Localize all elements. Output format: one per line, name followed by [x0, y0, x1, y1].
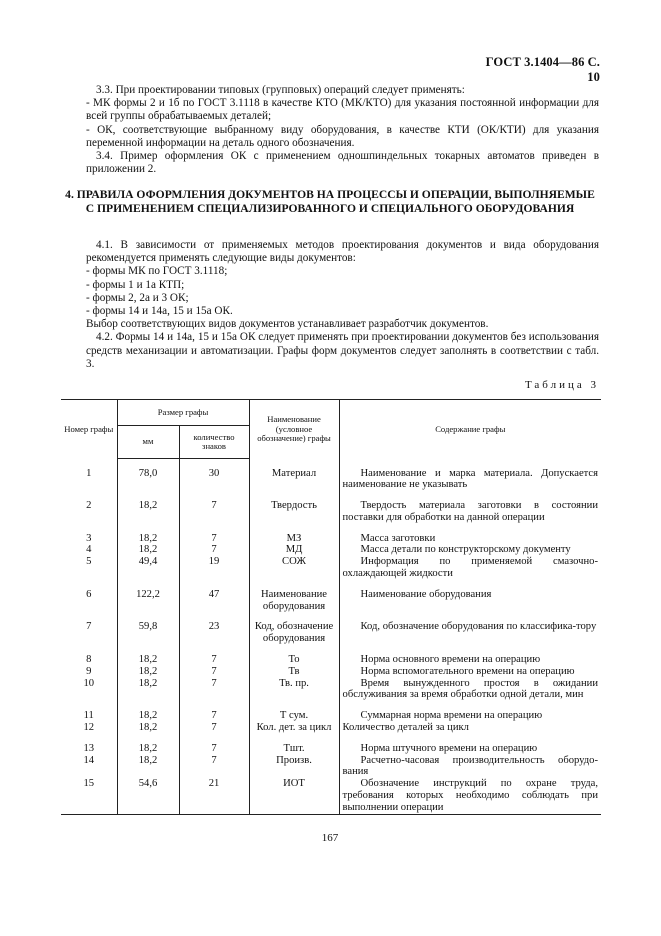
- spacer-cell: [117, 612, 179, 621]
- cell-number: 1: [61, 459, 117, 492]
- header-chars: количество знаков: [179, 426, 249, 459]
- spacer-cell: [339, 491, 601, 500]
- cell-content-text: Код, обозначение оборудования по классифика-тору: [360, 621, 597, 633]
- cell-content: [339, 755, 601, 779]
- cell-mm: 54,6: [117, 778, 179, 814]
- cell-mm: 18,2: [117, 666, 179, 678]
- paragraph: - МК формы 2 и 1б по ГОСТ 3.1118 в качестве КТО (МК/КТО) для указания постоянной информации для всей группы обрабатываемых деталей;: [86, 97, 599, 123]
- document-header: ГОСТ 3.1404—86 С. 10: [485, 55, 600, 84]
- cell-chars: 7: [179, 500, 249, 524]
- cell-name: Т сум.: [249, 710, 339, 722]
- spacer-cell: [117, 491, 179, 500]
- cell-content-text: Время вынужденного простоя в ожидании обслуживания за время обработки одной детали, мин: [342, 677, 599, 701]
- table-row: [61, 621, 601, 645]
- cell-content-text: Обозначение инструкций по охране труда, требования которых необходимо соблюдать при выполнении операции: [342, 778, 599, 813]
- cell-content: [339, 654, 601, 666]
- spacer-cell: [61, 645, 117, 654]
- page-number: 167: [321, 832, 339, 844]
- cell-chars: 7: [179, 666, 249, 678]
- table-row: [61, 678, 601, 702]
- header-name: Наименование (условное обозначение) графы: [249, 400, 339, 459]
- cell-name: Тшт.: [249, 743, 339, 755]
- spacer-cell: [117, 701, 179, 710]
- spacer-cell: [339, 701, 601, 710]
- paragraph: 3.3. При проектировании типовых (групповых) операций следует применять:: [96, 84, 465, 96]
- cell-number: 3: [61, 533, 117, 545]
- spacer-cell: [179, 612, 249, 621]
- cell-chars: 7: [179, 710, 249, 722]
- cell-content: [339, 621, 601, 645]
- cell-mm: 18,2: [117, 722, 179, 734]
- paragraph: - формы МК по ГОСТ 3.1118;: [86, 265, 228, 278]
- spacer-cell: [249, 612, 339, 621]
- cell-mm: 122,2: [117, 589, 179, 613]
- cell-name: То: [249, 654, 339, 666]
- cell-name: Кол. дет. за цикл: [249, 722, 339, 734]
- row-spacer: [61, 580, 601, 589]
- spacer-cell: [61, 734, 117, 743]
- spacer-cell: [61, 701, 117, 710]
- cell-content: [339, 678, 601, 702]
- cell-number: 4: [61, 544, 117, 556]
- cell-chars: 47: [179, 589, 249, 613]
- table-row: [61, 556, 601, 580]
- paragraph: Выбор соответствующих видов документов устанавливает разработчик документов.: [86, 318, 489, 331]
- spacer-cell: [117, 734, 179, 743]
- cell-number: 2: [61, 500, 117, 524]
- spacer-cell: [249, 580, 339, 589]
- cell-mm: 18,2: [117, 500, 179, 524]
- cell-number: 9: [61, 666, 117, 678]
- row-spacer: [61, 491, 601, 500]
- paragraph: - ОК, соответствующие выбранному виду оборудования, в качестве КТИ (ОК/КТИ) для указания переменной информации на деталь одного обозначения.: [86, 123, 599, 149]
- spacer-cell: [339, 612, 601, 621]
- section-heading: 4. ПРАВИЛА ОФОРМЛЕНИЯ ДОКУМЕНТОВ НА ПРОЦЕССЫ И ОПЕРАЦИИ, ВЫПОЛНЯЕМЫЕ С ПРИМЕНЕНИЕМ СПЕЦИАЛИЗИРОВАННОГО И СПЕЦИАЛЬНОГО ОБОРУДОВАНИЯ: [65, 188, 595, 215]
- cell-number: 11: [61, 710, 117, 722]
- cell-number: 12: [61, 722, 117, 734]
- cell-chars: 7: [179, 533, 249, 545]
- cell-content-text: Масса заготовки: [360, 532, 436, 544]
- cell-number: 13: [61, 743, 117, 755]
- table-row: [61, 533, 601, 545]
- cell-mm: 49,4: [117, 556, 179, 580]
- cell-chars: 7: [179, 755, 249, 779]
- cell-name: МД: [249, 544, 339, 556]
- cell-chars: 21: [179, 778, 249, 814]
- spacer-cell: [339, 645, 601, 654]
- cell-content: [339, 778, 601, 814]
- spacer-cell: [179, 491, 249, 500]
- table-body: [61, 459, 601, 815]
- cell-content-text: Норма штучного времени на операцию: [360, 742, 538, 754]
- table-row: [61, 589, 601, 613]
- cell-chars: 7: [179, 544, 249, 556]
- spacer-cell: [249, 701, 339, 710]
- paragraph: 4.2. Формы 14 и 14а, 15 и 15а ОК следует применять при проектировании документов без использования средств механизации и автоматизации. Графы форм документов следует заполнять в соответствии с табл. 3.: [86, 331, 599, 370]
- cell-content: [339, 710, 601, 722]
- table-row: [61, 654, 601, 666]
- paragraph: 4.1. В зависимости от применяемых методов проектирования документов и вида оборудования рекомендуется применять следующие виды документов:: [86, 239, 599, 265]
- cell-chars: 7: [179, 743, 249, 755]
- cell-mm: 18,2: [117, 678, 179, 702]
- cell-chars: 7: [179, 722, 249, 734]
- paragraph: - формы 2, 2а и 3 ОК;: [86, 291, 189, 304]
- spacer-cell: [339, 580, 601, 589]
- header-content: Содержание графы: [339, 400, 601, 459]
- spacer-cell: [117, 524, 179, 533]
- cell-chars: 7: [179, 678, 249, 702]
- cell-content: [339, 589, 601, 613]
- cell-content: [339, 666, 601, 678]
- table-row: [61, 778, 601, 814]
- table-row: [61, 459, 601, 492]
- cell-name: Наименование оборудования: [249, 589, 339, 613]
- header-mm: мм: [117, 426, 179, 459]
- table-row: [61, 743, 601, 755]
- table-row: [61, 755, 601, 779]
- spacer-cell: [249, 524, 339, 533]
- header-number: Номер графы: [61, 400, 117, 459]
- cell-name: ИОТ: [249, 778, 339, 814]
- cell-content: [339, 500, 601, 524]
- cell-number: 10: [61, 678, 117, 702]
- cell-number: 6: [61, 589, 117, 613]
- table-caption: Таблица 3: [524, 379, 599, 391]
- spacer-cell: [61, 580, 117, 589]
- cell-number: 5: [61, 556, 117, 580]
- cell-content: [339, 533, 601, 545]
- spacer-cell: [339, 734, 601, 743]
- spacer-cell: [249, 645, 339, 654]
- cell-mm: 18,2: [117, 743, 179, 755]
- spacer-cell: [61, 491, 117, 500]
- cell-mm: 59,8: [117, 621, 179, 645]
- cell-content-text: Наименование оборудования: [360, 588, 492, 600]
- spacer-cell: [179, 580, 249, 589]
- cell-mm: 18,2: [117, 710, 179, 722]
- cell-chars: 7: [179, 654, 249, 666]
- row-spacer: [61, 524, 601, 533]
- cell-content-text: Информация по применяемой смазочно-охлаждающей жидкости: [342, 556, 599, 580]
- paragraph: - формы 14 и 14а, 15 и 15а ОК.: [86, 305, 233, 318]
- spacer-cell: [179, 701, 249, 710]
- cell-mm: 18,2: [117, 654, 179, 666]
- row-spacer: [61, 612, 601, 621]
- spacer-cell: [117, 645, 179, 654]
- cell-number: 8: [61, 654, 117, 666]
- cell-number: 15: [61, 778, 117, 814]
- cell-content-text: Суммарная норма времени на операцию: [360, 710, 543, 722]
- cell-content-text: Твердость материала заготовки в состоянии поставки для обработки на данной операции: [342, 500, 599, 523]
- cell-content: [339, 556, 601, 580]
- table-row: [61, 544, 601, 556]
- cell-chars: 30: [179, 459, 249, 492]
- cell-number: 14: [61, 755, 117, 779]
- cell-chars: 19: [179, 556, 249, 580]
- spacer-cell: [117, 580, 179, 589]
- table-row: [61, 722, 601, 734]
- cell-mm: 18,2: [117, 755, 179, 779]
- cell-name: Тв: [249, 666, 339, 678]
- cell-mm: 18,2: [117, 533, 179, 545]
- spacer-cell: [339, 524, 601, 533]
- spacer-cell: [61, 612, 117, 621]
- cell-content-text: Норма основного времени на операцию: [360, 654, 541, 666]
- cell-content-text: Масса детали по конструкторскому документу: [360, 544, 571, 556]
- table-row: [61, 500, 601, 524]
- cell-name: Тв. пр.: [249, 678, 339, 702]
- cell-chars: 23: [179, 621, 249, 645]
- paragraph: - формы 1 и 1а КТП;: [86, 278, 185, 291]
- cell-name: СОЖ: [249, 556, 339, 580]
- spacer-cell: [249, 734, 339, 743]
- columns-table: [61, 399, 601, 815]
- cell-name: МЗ: [249, 533, 339, 545]
- spacer-cell: [179, 524, 249, 533]
- cell-content-text: Расчетно-часовая производительность оборудо-вания: [342, 754, 599, 778]
- paragraph: 3.4. Пример оформления ОК с применением одношпиндельных токарных автоматов приведен в приложении 2.: [86, 150, 599, 176]
- cell-content: [339, 459, 601, 492]
- header-size: Размер графы: [117, 400, 249, 426]
- table-row: [61, 666, 601, 678]
- row-spacer: [61, 645, 601, 654]
- cell-mm: 78,0: [117, 459, 179, 492]
- spacer-cell: [179, 645, 249, 654]
- cell-name: Твердость: [249, 500, 339, 524]
- cell-content: [339, 743, 601, 755]
- spacer-cell: [249, 491, 339, 500]
- spacer-cell: [61, 524, 117, 533]
- row-spacer: [61, 701, 601, 710]
- cell-content: Количество деталей за цикл: [339, 722, 601, 734]
- cell-content-text: Наименование и марка материала. Допускается наименование не указывать: [342, 467, 599, 491]
- paragraphs-top: [86, 84, 599, 176]
- cell-content-text: Норма вспомогательного времени на операцию: [360, 665, 575, 677]
- cell-name: Код, обозначение оборудования: [249, 621, 339, 645]
- paragraphs-mid: [86, 239, 599, 371]
- cell-name: Произв.: [249, 755, 339, 779]
- spacer-cell: [179, 734, 249, 743]
- row-spacer: [61, 734, 601, 743]
- cell-name: Материал: [249, 459, 339, 492]
- cell-number: 7: [61, 621, 117, 645]
- cell-content: [339, 544, 601, 556]
- cell-mm: 18,2: [117, 544, 179, 556]
- table-row: [61, 710, 601, 722]
